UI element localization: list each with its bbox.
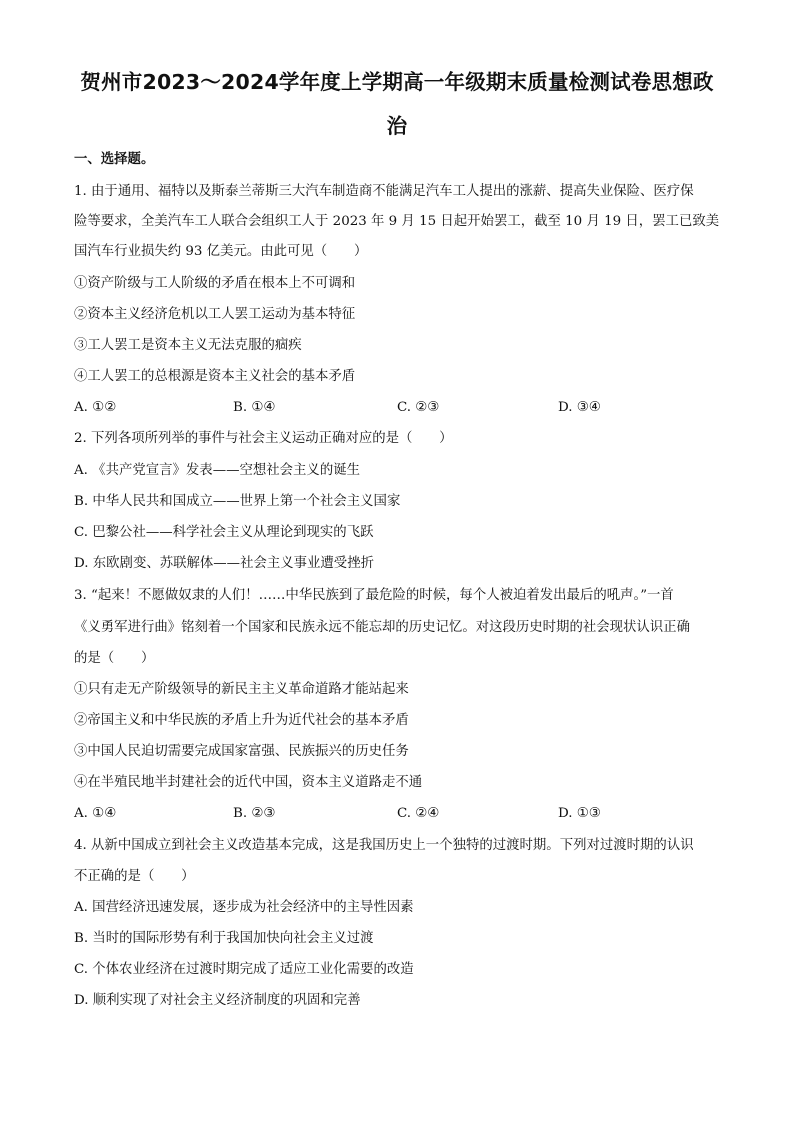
q4-choice-d[interactable]: D. 顺利实现了对社会主义经济制度的巩固和完善 bbox=[74, 993, 361, 1008]
q1-statement: ④工人罢工的总根源是资本主义社会的基本矛盾 bbox=[74, 369, 356, 384]
q1-option-d[interactable]: D. ③④ bbox=[558, 400, 601, 415]
section-heading: 一、选择题。 bbox=[74, 152, 155, 167]
q3-option-b[interactable]: B. ②③ bbox=[233, 806, 276, 821]
q2-stem-line: 2. 下列各项所列举的事件与社会主义运动正确对应的是（ ） bbox=[74, 431, 453, 446]
q3-stem-line: 3. “起来！不愿做奴隶的人们！……中华民族到了最危险的时候，每个人被迫着发出最后的吼声。”一首 bbox=[74, 588, 674, 603]
q4-stem-line: 不正确的是（ ） bbox=[74, 869, 195, 884]
q3-statement: ④在半殖民地半封建社会的近代中国，资本主义道路走不通 bbox=[74, 775, 423, 790]
q4-stem-line: 4. 从新中国成立到社会主义改造基本完成，这是我国历史上一个独特的过渡时期。下列对过渡时期的认识 bbox=[74, 838, 694, 853]
q3-option-c[interactable]: C. ②④ bbox=[397, 806, 440, 821]
q1-option-c[interactable]: C. ②③ bbox=[397, 400, 440, 415]
exam-title-line-2: 治 bbox=[386, 114, 408, 138]
q2-choice-c[interactable]: C. 巴黎公社——科学社会主义从理论到现实的飞跃 bbox=[74, 525, 374, 540]
exam-title-line-1: 贺州市2023～2024学年度上学期高一年级期末质量检测试卷思想政 bbox=[80, 70, 714, 94]
q3-option-d[interactable]: D. ①③ bbox=[558, 806, 601, 821]
q4-choice-a[interactable]: A. 国营经济迅速发展，逐步成为社会经济中的主导性因素 bbox=[74, 900, 414, 915]
q3-stem-line: 的是（ ） bbox=[74, 651, 155, 666]
q1-option-b[interactable]: B. ①④ bbox=[233, 400, 276, 415]
q2-choice-b[interactable]: B. 中华人民共和国成立——世界上第一个社会主义国家 bbox=[74, 494, 401, 509]
q4-choice-b[interactable]: B. 当时的国际形势有利于我国加快向社会主义过渡 bbox=[74, 931, 374, 946]
q3-option-a[interactable]: A. ①④ bbox=[74, 806, 117, 821]
q1-stem-line: 1. 由于通用、福特以及斯泰兰蒂斯三大汽车制造商不能满足汽车工人提出的涨薪、提高失业保险、医疗保 bbox=[74, 184, 694, 199]
q4-choice-c[interactable]: C. 个体农业经济在过渡时期完成了适应工业化需要的改造 bbox=[74, 962, 414, 977]
q1-statement: ①资产阶级与工人阶级的矛盾在根本上不可调和 bbox=[74, 276, 356, 291]
q1-stem-line: 险等要求，全美汽车工人联合会组织工人于 2023 年 9 月 15 日起开始罢工，截至 10 月 19 日，罢工已致美 bbox=[74, 214, 720, 229]
q3-statement: ②帝国主义和中华民族的矛盾上升为近代社会的基本矛盾 bbox=[74, 713, 409, 728]
q2-choice-a[interactable]: A. 《共产党宣言》发表——空想社会主义的诞生 bbox=[74, 463, 360, 478]
q1-option-a[interactable]: A. ①② bbox=[74, 400, 117, 415]
q1-statement: ③工人罢工是资本主义无法克服的痼疾 bbox=[74, 338, 302, 353]
q3-stem-line: 《义勇军进行曲》铭刻着一个国家和民族永远不能忘却的历史记忆。对这段历史时期的社会现状认识正确 bbox=[74, 620, 690, 635]
q3-statement: ①只有走无产阶级领导的新民主主义革命道路才能站起来 bbox=[74, 682, 409, 697]
q2-choice-d[interactable]: D. 东欧剧变、苏联解体——社会主义事业遭受挫折 bbox=[74, 556, 374, 571]
q1-stem-line: 国汽车行业损失约 93 亿美元。由此可见（ ） bbox=[74, 244, 368, 259]
q3-statement: ③中国人民迫切需要完成国家富强、民族振兴的历史任务 bbox=[74, 744, 409, 759]
q1-statement: ②资本主义经济危机以工人罢工运动为基本特征 bbox=[74, 307, 356, 322]
